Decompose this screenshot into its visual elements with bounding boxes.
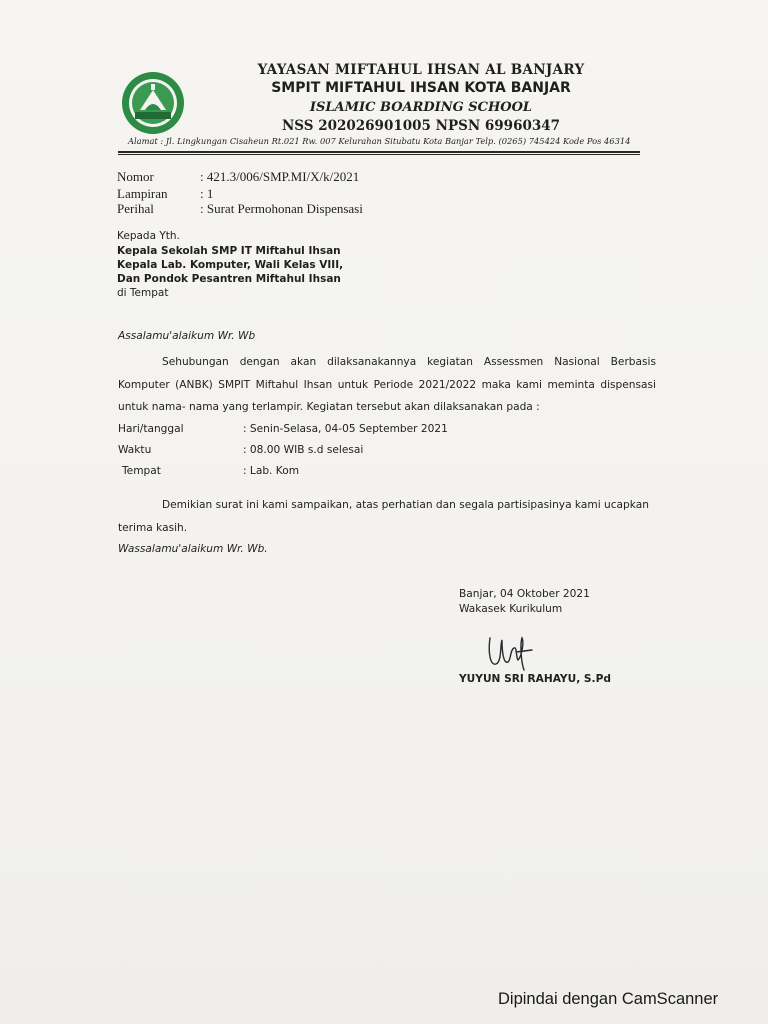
detail-hari-label: Hari/tanggal	[118, 423, 184, 435]
handwritten-signature	[484, 632, 534, 676]
perihal-value: : Surat Permohonan Dispensasi	[200, 201, 363, 216]
letterhead-school: SMPIT MIFTAHUL IHSAN KOTA BANJAR	[271, 80, 571, 96]
letterhead-registration: NSS 202026901005 NPSN 69960347	[281, 118, 561, 134]
recipient-line-1: Kepala Sekolah SMP IT Miftahul Ihsan	[117, 245, 341, 257]
letterhead-divider-thin	[118, 154, 640, 155]
letterhead-address: Alamat : Jl. Lingkungan Cisaheun Rt.021 Rw. 007 Kelurahan Situbatu Kota Banjar Telp. (0265) 745424 Kode Pos 46314	[128, 136, 631, 146]
scanner-watermark: Dipindai dengan CamScanner	[498, 990, 719, 1008]
signature-position: Wakasek Kurikulum	[459, 603, 563, 615]
paragraph-2-line-1: Demikian surat ini kami sampaikan, atas perhatian dan segala partisipasinya kami ucapkan	[162, 499, 649, 511]
school-logo	[118, 70, 188, 136]
recipient-line-3: Dan Pondok Pesantren Miftahul Ihsan	[117, 273, 341, 285]
signature-place-date: Banjar, 04 Oktober 2021	[459, 588, 590, 600]
detail-waktu-label: Waktu	[118, 444, 152, 456]
letterhead-foundation: YAYASAN MIFTAHUL IHSAN AL BANJARY	[257, 62, 585, 78]
paragraph-1-line-2: Komputer (ANBK) SMPIT Miftahul Ihsan untuk Periode 2021/2022 maka kami meminta dispensasi	[118, 379, 656, 391]
lampiran-value: : 1	[200, 186, 214, 201]
paragraph-1-line-1: Sehubungan dengan akan dilaksanakannya kegiatan Assessmen Nasional Berbasis	[162, 356, 656, 368]
greeting: Assalamu'alaikum Wr. Wb	[118, 330, 256, 342]
recipient-place: di Tempat	[117, 287, 169, 299]
detail-waktu-value: : 08.00 WIB s.d selesai	[243, 444, 364, 456]
paragraph-1-line-3: untuk nama- nama yang terlampir. Kegiatan tersebut akan dilaksanakan pada :	[118, 401, 540, 413]
recipient-kepada: Kepada Yth.	[117, 230, 180, 242]
closing: Wassalamu'alaikum Wr. Wb.	[118, 543, 268, 555]
signature-name: YUYUN SRI RAHAYU, S.Pd	[459, 673, 611, 685]
detail-hari-value: : Senin-Selasa, 04-05 September 2021	[243, 423, 448, 435]
detail-tempat-value: : Lab. Kom	[243, 465, 300, 477]
recipient-line-2: Kepala Lab. Komputer, Wali Kelas VIII,	[117, 259, 344, 271]
detail-tempat-label: Tempat	[122, 465, 161, 477]
letterhead-tagline: ISLAMIC BOARDING SCHOOL	[309, 100, 533, 115]
perihal-label: Perihal	[117, 201, 154, 216]
nomor-label: Nomor	[117, 169, 154, 184]
lampiran-label: Lampiran	[117, 186, 168, 201]
letterhead-divider	[118, 151, 640, 153]
paragraph-2-line-2: terima kasih.	[118, 522, 188, 534]
nomor-value: : 421.3/006/SMP.MI/X/k/2021	[200, 169, 360, 184]
